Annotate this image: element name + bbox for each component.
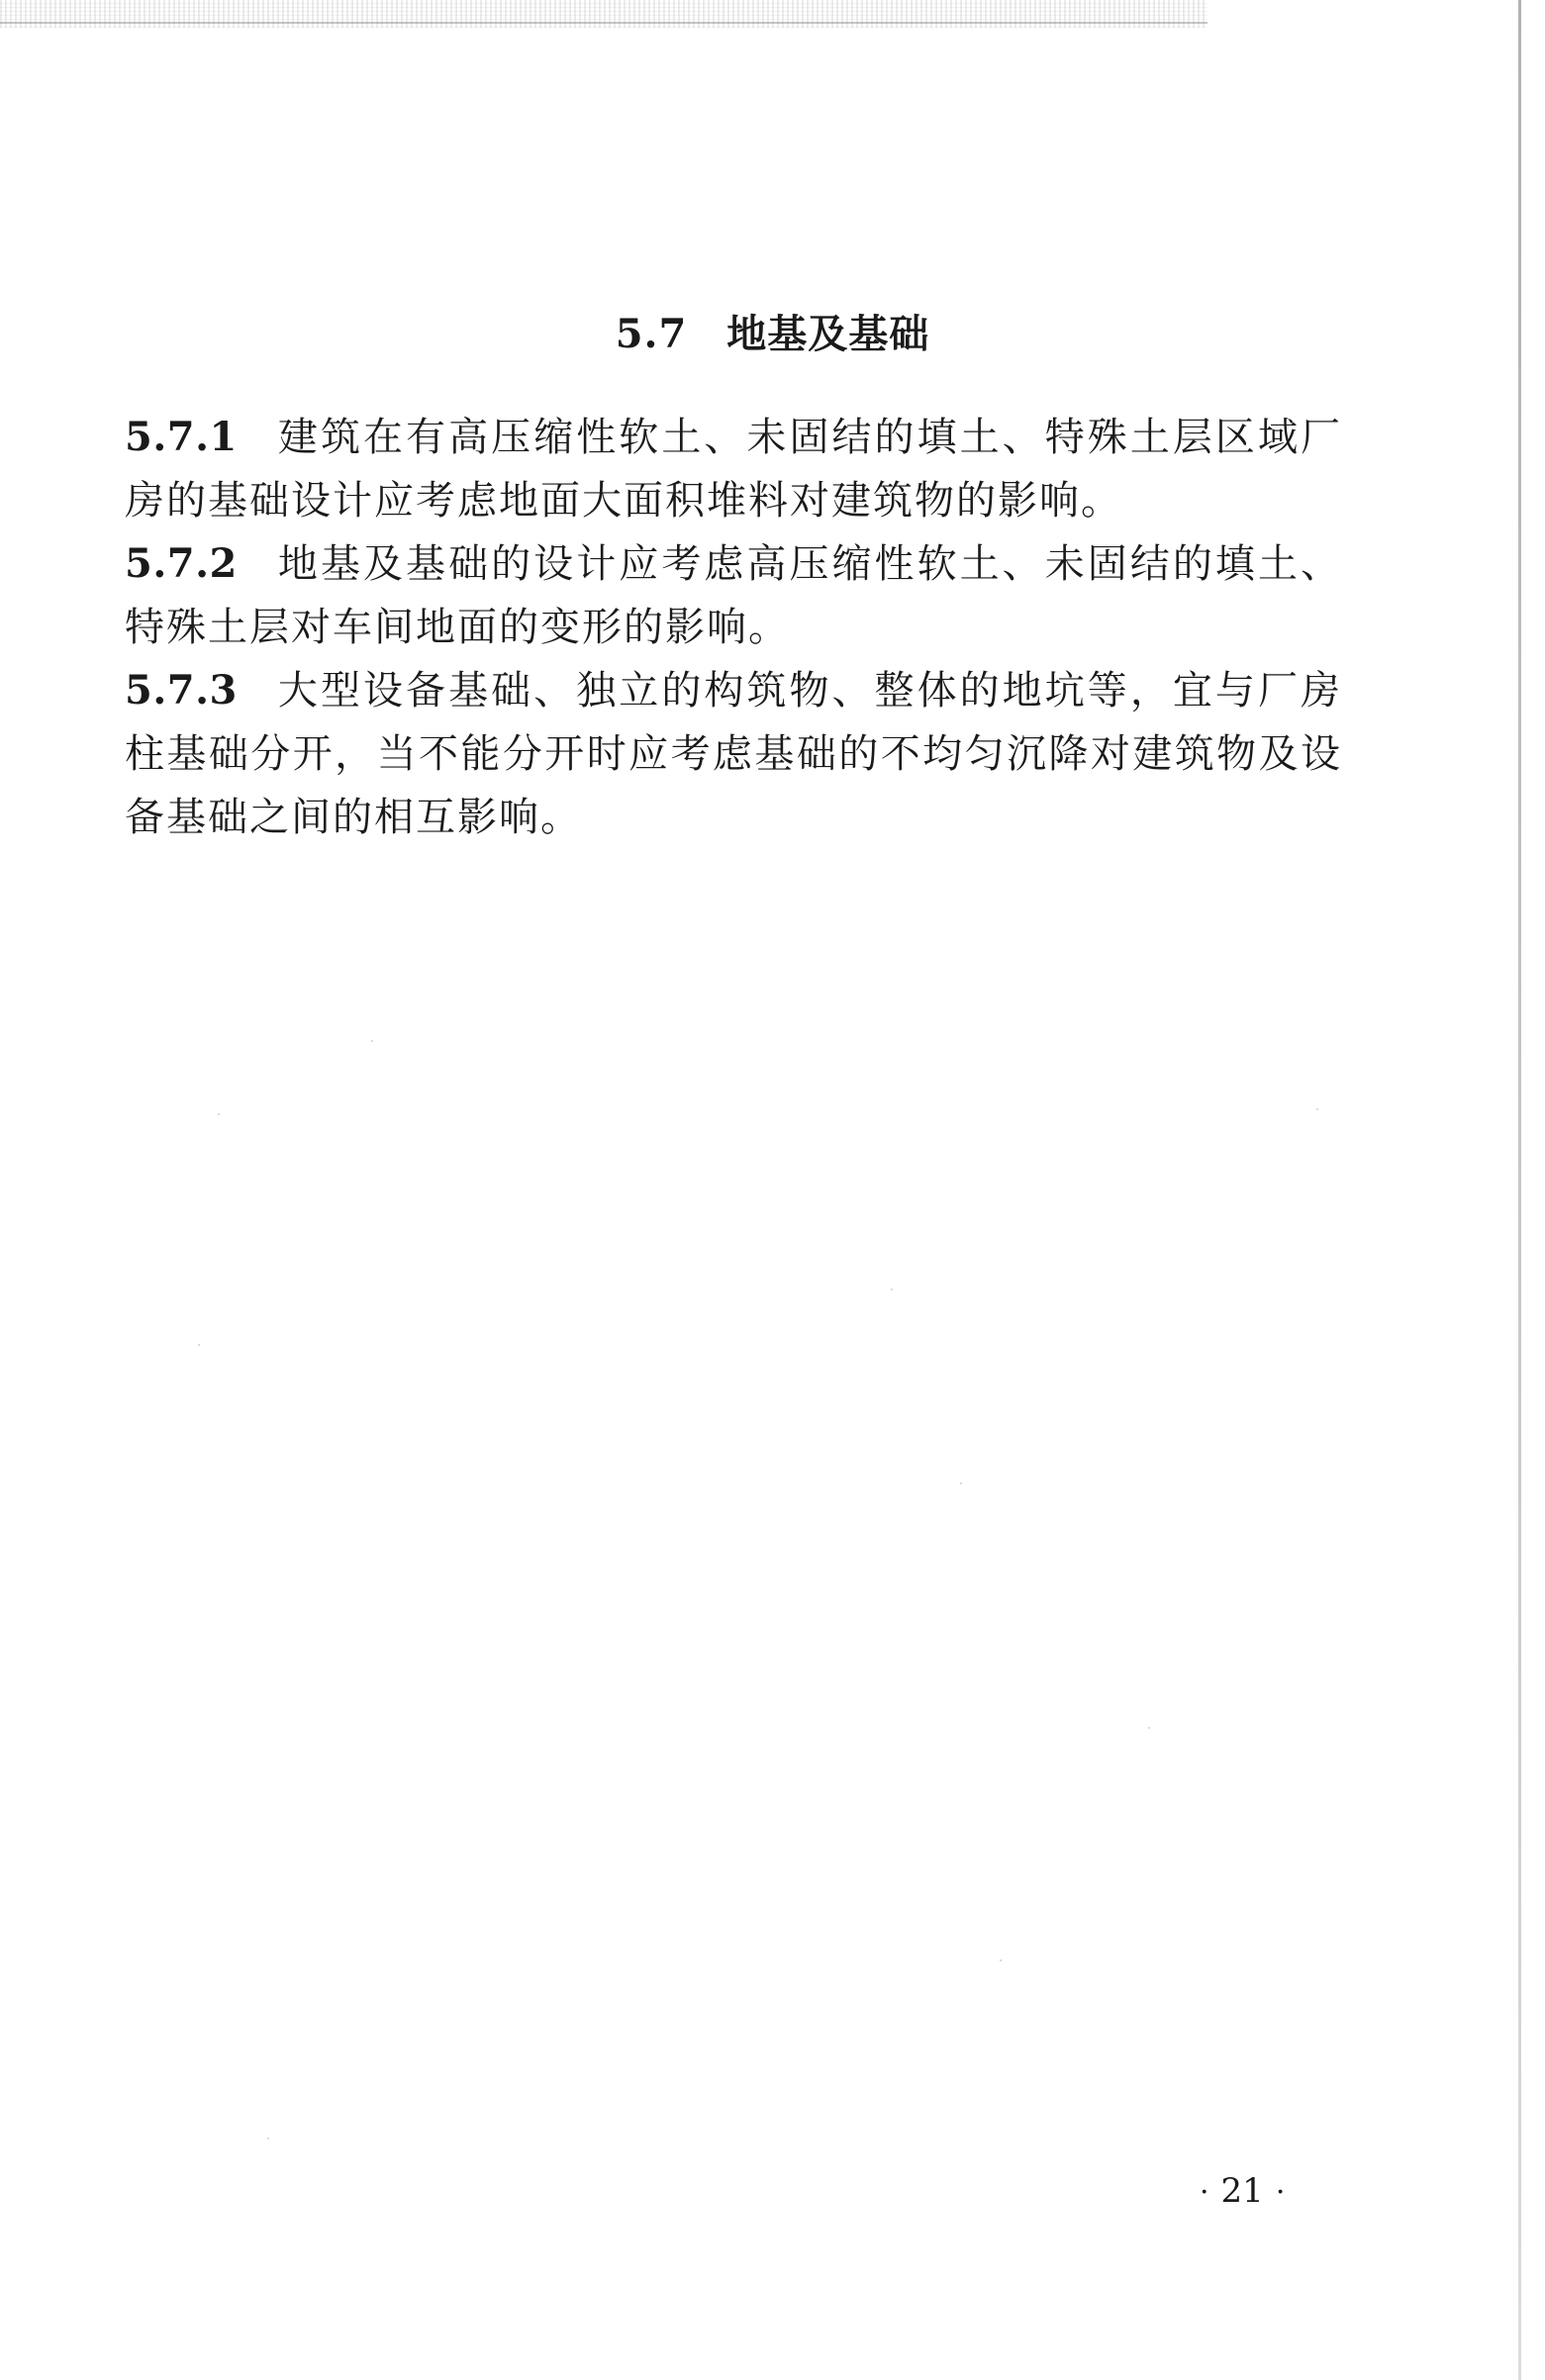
clause-5-7-3 <box>125 659 1342 849</box>
page-number-left-mark: · <box>1200 2175 1209 2210</box>
page-number <box>1188 2171 1297 2213</box>
scan-speck <box>267 2138 269 2140</box>
section-number: 5.7 <box>615 311 688 357</box>
page-number-right-mark: · <box>1275 2175 1286 2210</box>
clause-number: 5.7.2 <box>125 540 238 587</box>
clause-number: 5.7.1 <box>125 414 238 460</box>
clause-5-7-2 <box>125 532 1342 659</box>
scan-speck <box>1148 1727 1150 1729</box>
section-heading <box>0 303 1545 359</box>
scan-speck <box>960 1482 962 1484</box>
clause-text: 建筑在有高压缩性软土、未固结的填土、特殊土层区域厂房的基础设计应考虑地面大面积堆料对建筑物的影响。 <box>125 415 1342 524</box>
page-number-value: 21 <box>1220 2171 1264 2211</box>
clause-text: 大型设备基础、独立的构筑物、整体的地坑等，宜与厂房柱基础分开，当不能分开时应考虑基础的不均匀沉降对建筑物及设备基础之间的相互影响。 <box>125 668 1342 840</box>
scan-speck <box>371 1040 373 1042</box>
scan-speck <box>218 1113 220 1115</box>
clause-5-7-1 <box>125 406 1342 532</box>
clause-text: 地基及基础的设计应考虑高压缩性软土、未固结的填土、特殊土层对车间地面的变形的影响。 <box>125 541 1342 650</box>
scan-speck <box>1000 1959 1002 1961</box>
clause-number: 5.7.3 <box>125 667 238 714</box>
section-title: 地基及基础 <box>726 312 930 357</box>
scan-speck <box>891 1288 893 1290</box>
scan-speck <box>198 1344 200 1346</box>
scan-speck <box>1316 1108 1318 1110</box>
